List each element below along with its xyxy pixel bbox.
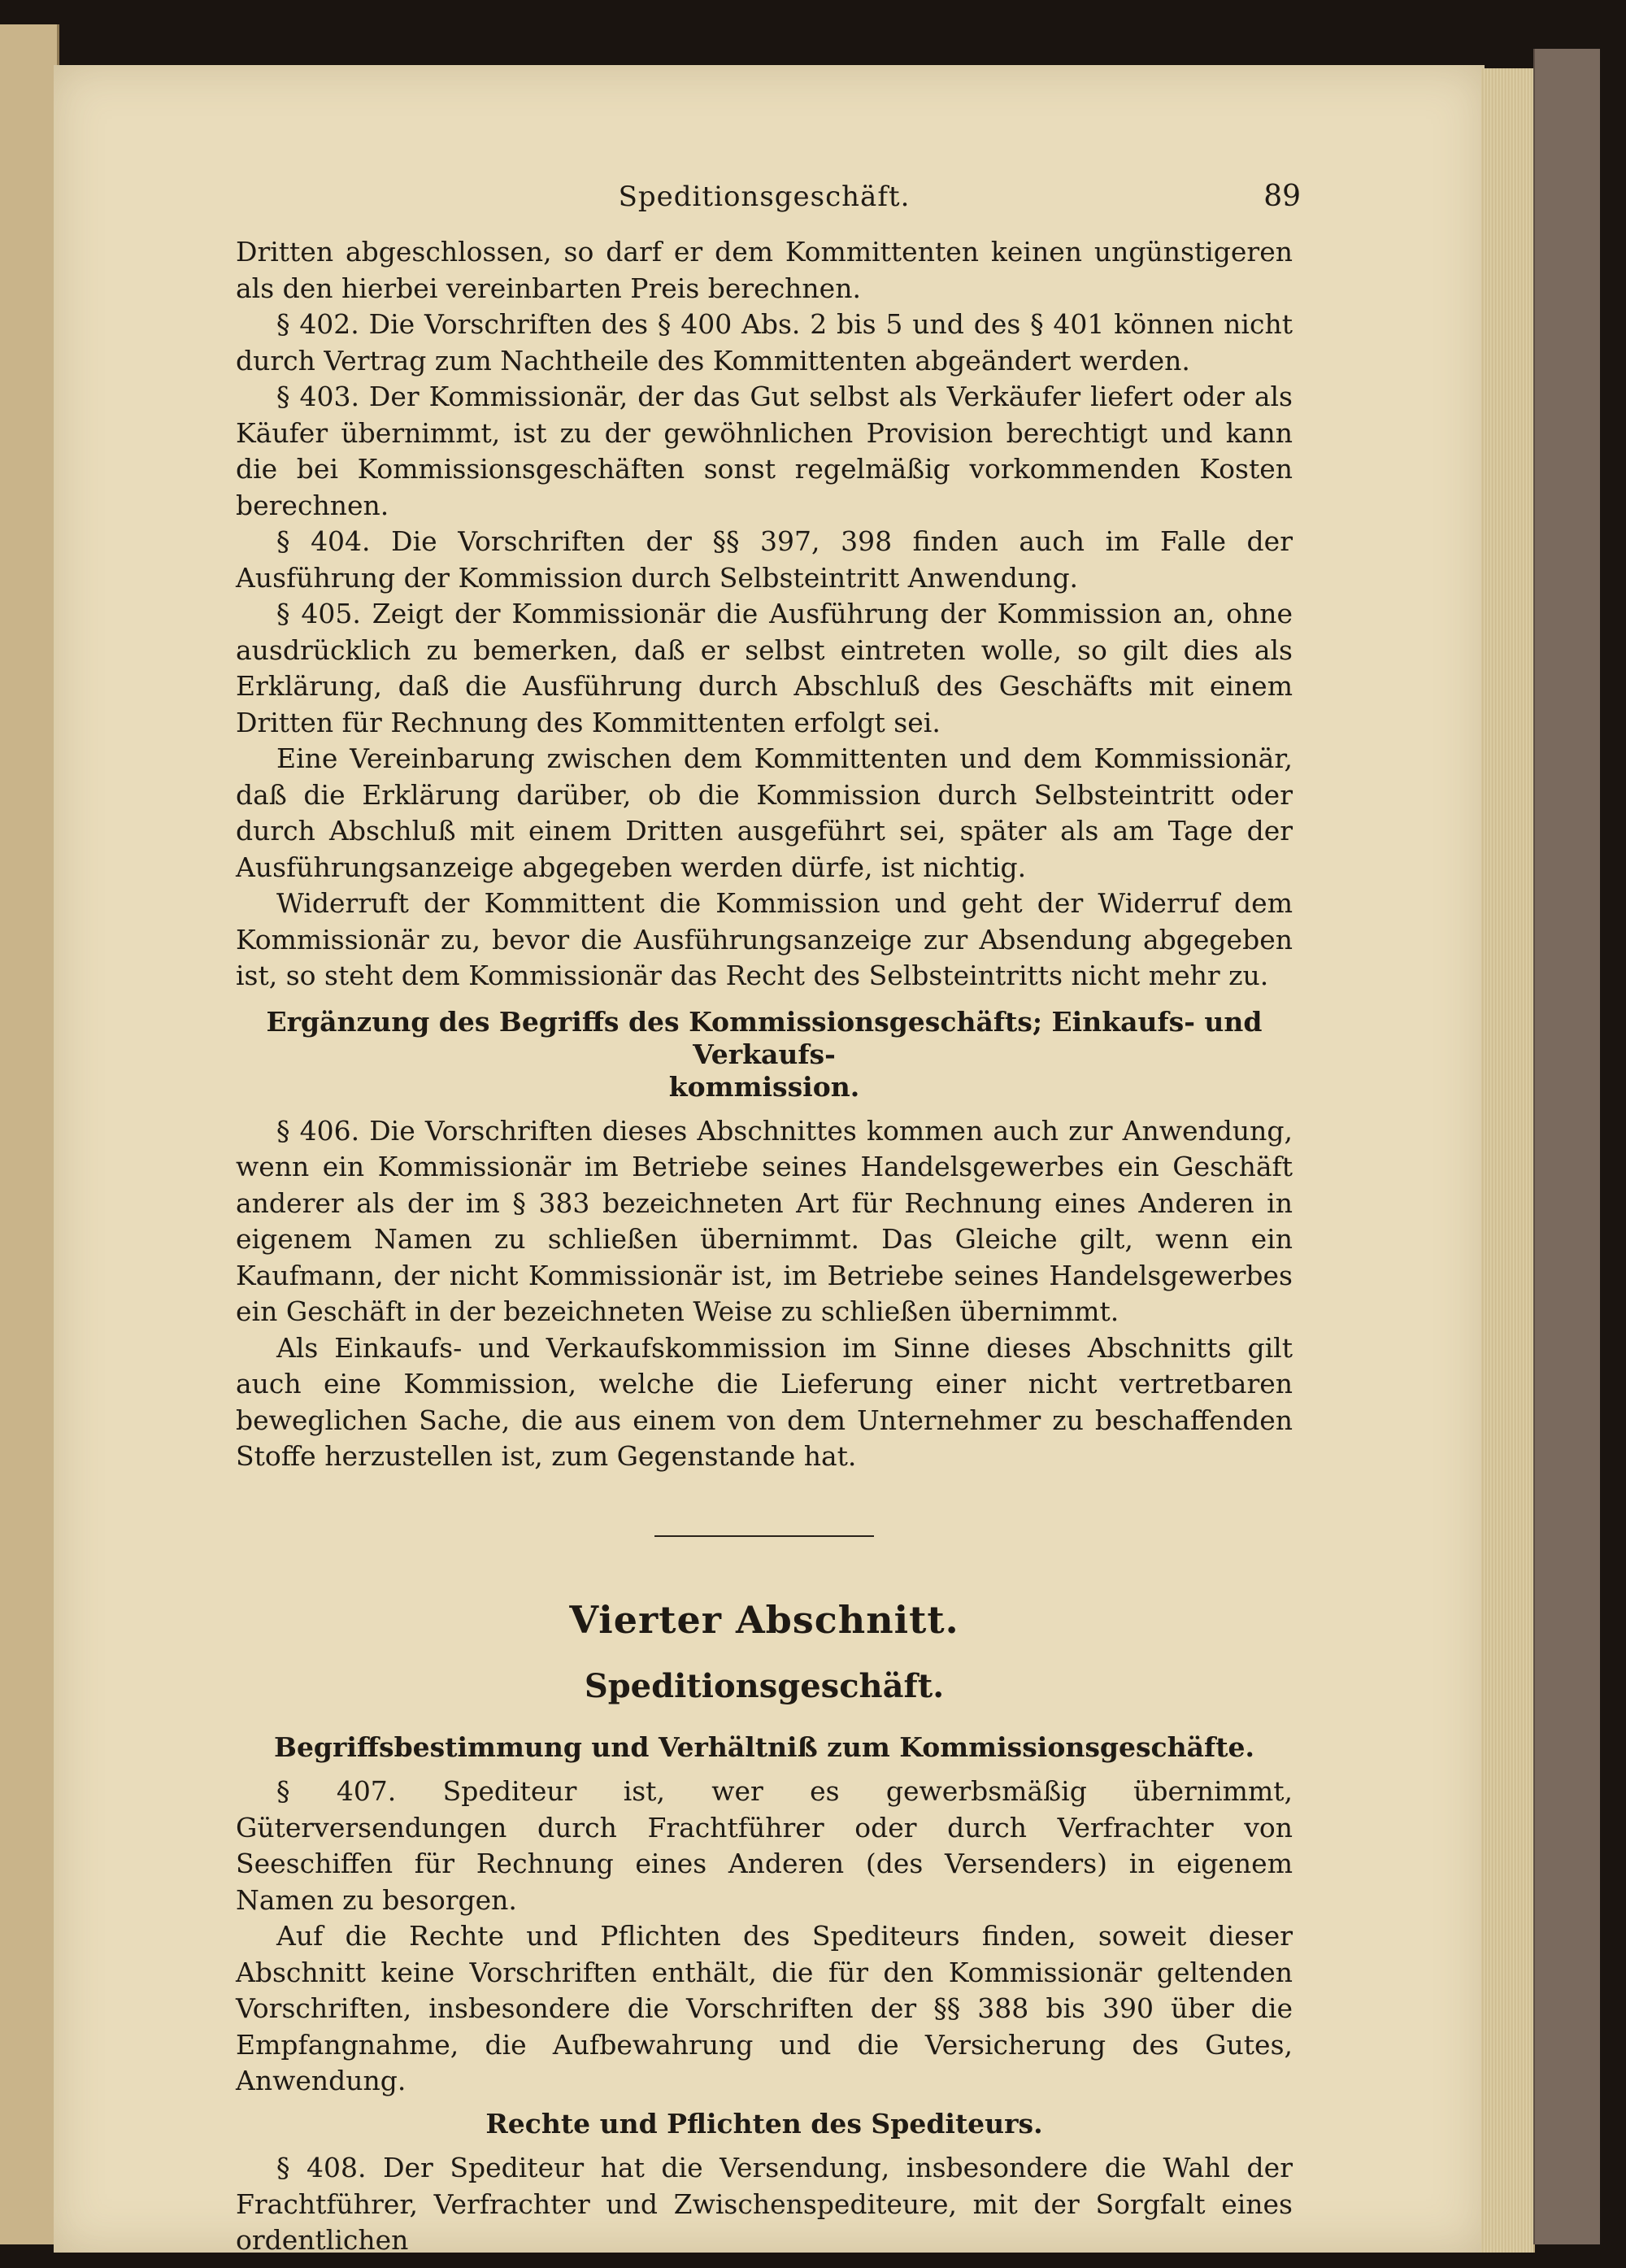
running-header	[236, 179, 1301, 228]
paragraph-405: § 405. Zeigt der Kommissionär die Ausführung der Kommission an, ohne ausdrücklich zu bemerken, daß er selbst eintreten wolle, so gilt dies als Erklärung, daß die Ausführung durch Abschluß des Geschäfts mit einem Dritten für Rechnung des Kommittenten erfolgt sei.	[236, 598, 1293, 738]
subheading-rights: Rechte und Pflichten des Spediteurs.	[485, 2107, 1043, 2140]
paragraph: Eine Vereinbarung zwischen dem Kommittenten und dem Kommissionär, daß die Erklärung darüber, ob die Kommission durch Selbsteintritt oder durch Abschluß mit einem Dritten ausgeführt sei, später als am Tage der Ausführungsanzeige abgegeben werden dürfe, ist nichtig.	[236, 742, 1293, 883]
chapter-title: Vierter Abschnitt.	[569, 1597, 959, 1642]
paragraph-402: § 402. Die Vorschriften des § 400 Abs. 2 bis 5 und des § 401 können nicht durch Vertrag zum Nachtheile des Kommittenten abgeändert werden.	[236, 308, 1293, 377]
paragraph-407: § 407. Spediteur ist, wer es gewerbsmäßig übernimmt, Güterversendungen durch Frachtführer oder durch Verfrachter von Seeschiffen für Rechnung eines Anderen (des Versenders) in eigenem Namen zu besorgen.	[236, 1775, 1293, 1916]
section-heading	[236, 1006, 1293, 1104]
subheading-definition: Begriffsbestimmung und Verhältniß zum Kommissionsgeschäfte.	[274, 1730, 1254, 1763]
paragraph: Als Einkaufs- und Verkaufskommission im Sinne dieses Abschnitts gilt auch eine Kommission, welche die Lieferung einer nicht vertretbaren beweglichen Sache, die aus einem von dem Unternehmer zu beschaffenden Stoffe herzustellen ist, zum Gegenstande hat.	[236, 1331, 1293, 1472]
running-title: Speditionsgeschäft.	[618, 181, 911, 213]
page-number: 89	[1263, 180, 1301, 213]
paragraph: Auf die Rechte und Pflichten des Spediteurs finden, soweit dieser Abschnitt keine Vorschriften enthält, die für den Kommissionär geltenden Vorschriften, insbesondere die Vorschriften der §§ 388 bis 390 über die Empfangnahme, die Aufbewahrung und die Versicherung des Gutes, Anwendung.	[236, 1920, 1293, 2096]
section-heading-line1: Ergänzung des Begriffs des Kommissionsgeschäfts; Einkaufs- und Verkaufs-	[266, 1005, 1263, 1070]
section-title: Speditionsgeschäft.	[584, 1667, 945, 1705]
paragraph: Dritten abgeschlossen, so darf er dem Kommittenten keinen ungünstigeren als den hierbei vereinbarten Preis berechnen.	[236, 236, 1293, 304]
paragraph: Widerruft der Kommittent die Kommission und geht der Widerruf dem Kommissionär zu, bevor die Ausführungsanzeige zur Absendung abgegeben ist, so steht dem Kommissionär das Recht des Selbsteintritts nicht mehr zu.	[236, 887, 1293, 991]
paragraph-403: § 403. Der Kommissionär, der das Gut selbst als Verkäufer liefert oder als Käufer übernimmt, ist zu der gewöhnlichen Provision berechtigt und kann die bei Kommissionsgeschäften sonst regelmäßig vorkommenden Kosten berechnen.	[236, 381, 1293, 521]
section-divider	[654, 1535, 874, 1537]
book-cover-edge	[1533, 49, 1600, 2244]
page-edges	[1481, 68, 1535, 2253]
paragraph-404: § 404. Die Vorschriften der §§ 397, 398 finden auch im Falle der Ausführung der Kommission durch Selbsteintritt Anwendung.	[236, 525, 1293, 594]
paragraph-408: § 408. Der Spediteur hat die Versendung, insbesondere die Wahl der Frachtführer, Verfrachter und Zwischenspediteure, mit der Sorgfalt eines ordentlichen	[236, 2152, 1293, 2256]
page-content	[236, 179, 1301, 2259]
paragraph-406: § 406. Die Vorschriften dieses Abschnittes kommen auch zur Anwendung, wenn ein Kommissionär im Betriebe seines Handelsgewerbes ein Geschäft anderer als der im § 383 bezeichneten Art für Rechnung eines Anderen in eigenem Namen zu schließen übernimmt. Das Gleiche gilt, wenn ein Kaufmann, der nicht Kommissionär ist, im Betriebe seines Handelsgewerbes ein Geschäft in der bezeichneten Weise zu schließen übernimmt.	[236, 1114, 1293, 1327]
left-page-edge	[0, 24, 59, 2244]
section-heading-line2: kommission.	[668, 1070, 860, 1103]
